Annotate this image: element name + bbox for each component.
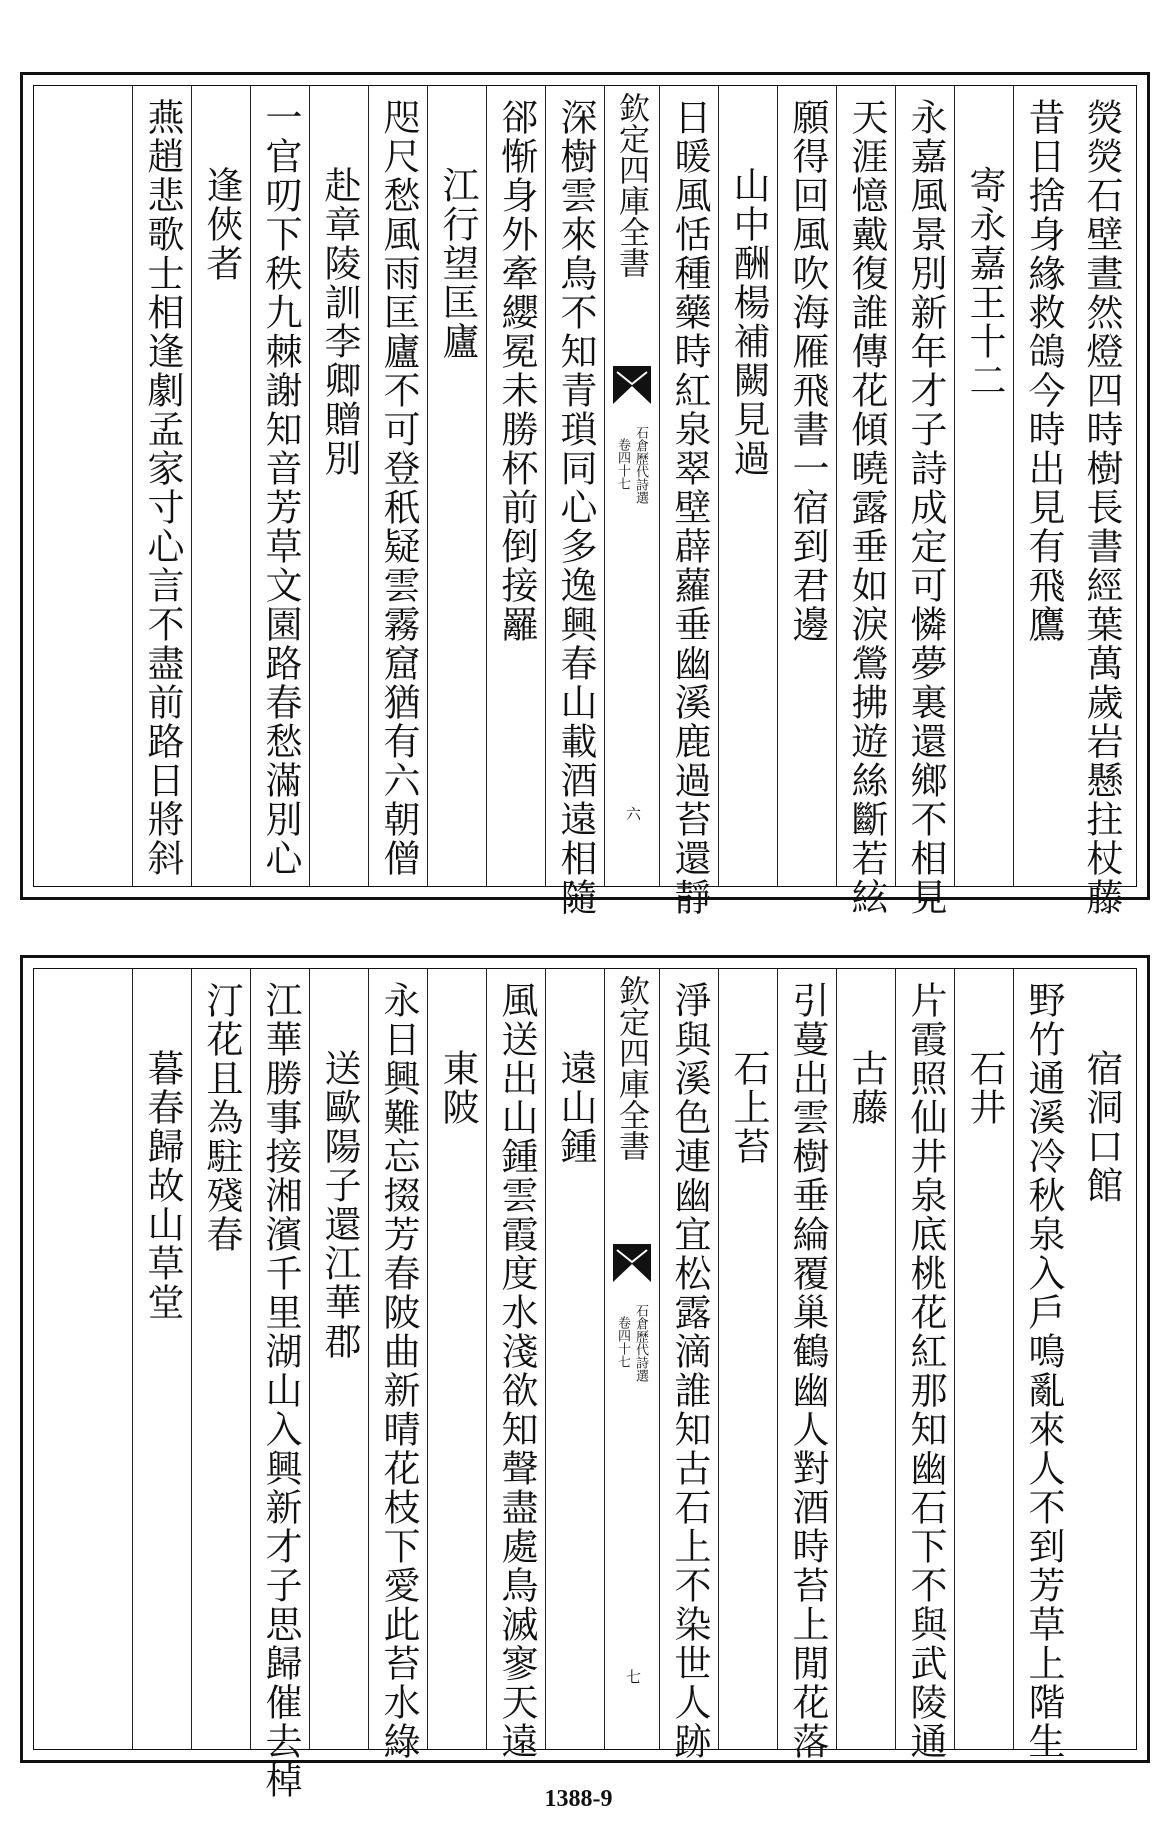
poem-line: 永日興難忘掇芳春陂曲新晴花枝下愛此苔水綠 bbox=[377, 981, 420, 1761]
poem-title: 古藤 bbox=[845, 1049, 888, 1127]
center-fold bbox=[604, 969, 659, 1749]
poem-line: 風送出山鍾雲霞度水淺欲知聲盡處鳥滅寥天遠 bbox=[495, 981, 538, 1761]
column bbox=[427, 969, 486, 1749]
column bbox=[545, 86, 604, 917]
poem-title: 遠山鍾 bbox=[554, 1049, 597, 1166]
poem-line: 燕趙悲歌士相逢劇孟家寸心言不盡前路日將斜 bbox=[141, 98, 184, 878]
volume-number: 卷四十七 bbox=[615, 438, 630, 490]
column bbox=[368, 86, 427, 886]
column bbox=[1072, 86, 1130, 917]
column bbox=[954, 86, 1013, 886]
poem-title: 暮春歸故山草堂 bbox=[141, 1049, 184, 1322]
column bbox=[1013, 969, 1072, 1761]
poem-line: 永嘉風景別新年才子詩成定可憐夢裏還鄉不相見 bbox=[904, 98, 947, 917]
column bbox=[718, 969, 777, 1749]
column bbox=[368, 969, 427, 1761]
poem-line: 日暖風恬種藥時紅泉翠壁薜蘿垂幽溪鹿過苔還靜 bbox=[668, 98, 711, 917]
center-title: 欽定四庫全書 bbox=[613, 975, 649, 1161]
leaf-number: 七 bbox=[624, 1669, 642, 1684]
column bbox=[486, 969, 545, 1761]
column bbox=[895, 86, 954, 917]
column bbox=[718, 86, 777, 886]
fish-tail-ornament bbox=[613, 366, 651, 404]
column bbox=[659, 86, 718, 917]
column bbox=[777, 86, 836, 886]
leaf-number: 六 bbox=[624, 806, 642, 821]
poem-title: 送歐陽子還江華郡 bbox=[318, 1049, 361, 1361]
poem-line: 昔日捨身緣救鴿今時出見有飛鷹 bbox=[1022, 98, 1065, 644]
poem-title: 江行望匡廬 bbox=[436, 166, 479, 361]
column bbox=[309, 969, 368, 1749]
column bbox=[659, 969, 718, 1761]
column bbox=[191, 86, 250, 886]
poem-line: 片霞照仙井泉底桃花紅那知幽石下不與武陵通 bbox=[904, 981, 947, 1761]
poem-title: 逢俠者 bbox=[200, 166, 243, 283]
poem-line: 一官叨下秩九棘謝知音芳草文園路春愁滿別心 bbox=[259, 98, 302, 878]
poem-line: 汀花且為駐殘春 bbox=[200, 981, 243, 1254]
poem-line: 引蔓出雲樹垂綸覆巢鶴幽人對酒時苔上閒花落 bbox=[786, 981, 829, 1761]
page-number: 1388-9 bbox=[544, 1786, 613, 1812]
fish-tail-ornament bbox=[613, 1244, 651, 1282]
column bbox=[836, 969, 895, 1749]
poem-line: 江華勝事接湘濱千里湖山入興新才子思歸催去棹 bbox=[259, 981, 302, 1800]
poem-line: 淨與溪色連幽宜松露滴誰知古石上不染世人跡 bbox=[668, 981, 711, 1761]
poem-title: 寄永嘉王十二 bbox=[963, 166, 1006, 400]
center-fold bbox=[604, 86, 659, 886]
column bbox=[954, 969, 1013, 1749]
poem-title: 東陂 bbox=[436, 1049, 479, 1127]
poem-line: 天涯憶戴復誰傳花傾曉露垂如淚鶯拂遊絲斷若絃 bbox=[845, 98, 888, 917]
poem-line: 願得回風吹海雁飛書一宿到君邊 bbox=[786, 98, 829, 644]
column bbox=[309, 86, 368, 886]
poem-line: 野竹通溪冷秋泉入戶鳴亂來人不到芳草上階生 bbox=[1022, 981, 1065, 1761]
poem-title: 石井 bbox=[963, 1049, 1006, 1127]
book-title: 石倉歷代詩選 bbox=[633, 1304, 648, 1382]
column bbox=[191, 969, 250, 1749]
column bbox=[1013, 86, 1072, 886]
poem-line: 深樹雲來鳥不知青瑣同心多逸興春山載酒遠相隨 bbox=[554, 98, 597, 917]
column bbox=[486, 86, 545, 886]
column bbox=[132, 86, 191, 886]
column bbox=[836, 86, 895, 917]
column bbox=[132, 969, 191, 1749]
volume-number: 卷四十七 bbox=[615, 1316, 630, 1368]
column bbox=[427, 86, 486, 886]
poem-line: 咫尺愁風雨匡廬不可登秖疑雲霧窟猶有六朝僧 bbox=[377, 98, 420, 878]
center-title: 欽定四庫全書 bbox=[613, 92, 649, 278]
column bbox=[777, 969, 836, 1761]
poem-title: 宿洞口館 bbox=[1080, 1049, 1123, 1205]
column bbox=[1072, 969, 1130, 1749]
column bbox=[895, 969, 954, 1761]
poem-title: 山中酬楊補闕見過 bbox=[727, 166, 770, 478]
book-title: 石倉歷代詩選 bbox=[633, 426, 648, 504]
poem-title: 石上苔 bbox=[727, 1049, 770, 1166]
column bbox=[545, 969, 604, 1749]
column bbox=[250, 969, 309, 1800]
poem-line: 熒熒石壁晝然燈四時樹長書經葉萬歲岩懸拄杖藤 bbox=[1080, 98, 1123, 917]
top-page-text-area bbox=[33, 85, 1137, 917]
poem-title: 赴章陵訓李卿贈別 bbox=[318, 166, 361, 478]
top-page-frame bbox=[20, 72, 1150, 917]
poem-line: 郤惭身外牽纓冕未勝杯前倒接䍦 bbox=[495, 98, 538, 644]
column bbox=[250, 86, 309, 886]
